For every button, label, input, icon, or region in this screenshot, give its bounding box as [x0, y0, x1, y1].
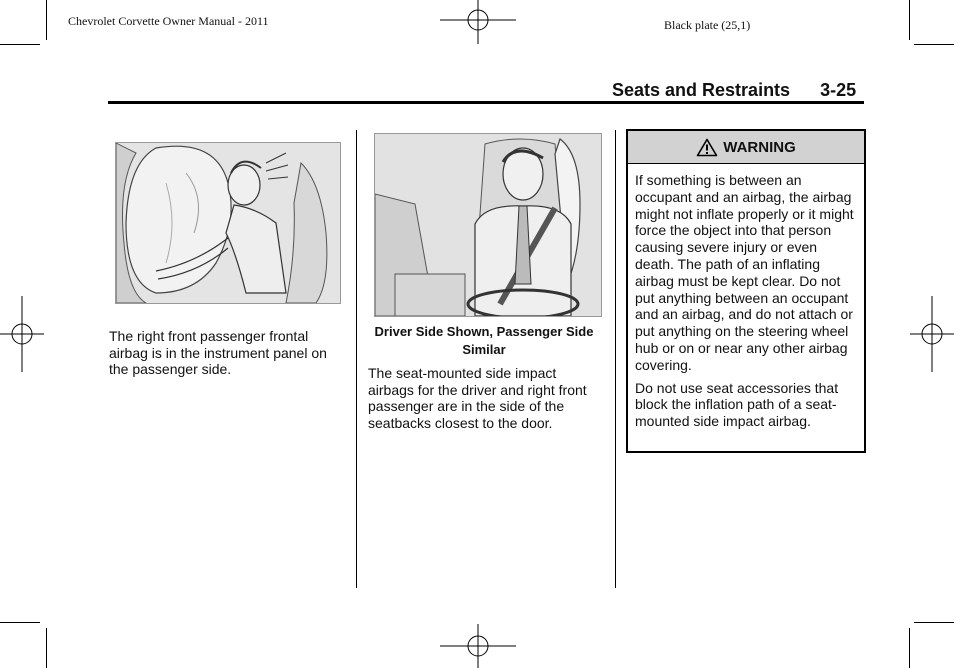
registration-mark-top-icon [440, 0, 516, 44]
side-airbag-illustration [374, 133, 602, 317]
side-airbag-driver-illustration-icon [375, 134, 601, 316]
frontal-airbag-illustration-icon [116, 143, 340, 303]
page-number: 3-25 [820, 80, 857, 100]
frontal-airbag-description: The right front passenger frontal airbag is in the instrument panel on the passenger side. [109, 328, 327, 378]
warning-header [628, 131, 864, 164]
column-divider [356, 130, 357, 588]
header-rule [108, 101, 864, 104]
warning-triangle-icon [696, 138, 718, 157]
plate-label: Black plate (25,1) [664, 18, 751, 32]
image-caption: Driver Side Shown, Passenger Side Similar [374, 324, 594, 357]
document-title: Chevrolet Corvette Owner Manual - 2011 [68, 14, 269, 28]
registration-mark-right-icon [910, 296, 954, 372]
frontal-airbag-illustration [115, 142, 341, 304]
warning-paragraph: If something is between an occupant and an airbag, the airbag might not inflate properly or it might force the object into that person causing severe injury or even death. The path of an inflating airbag must be kept clear. Do not put anything between an occupant and an airbag, and do not attach or put anything on the steering wheel hub or on or near any other airbag covering. [635, 172, 854, 373]
warning-paragraph: Do not use seat accessories that block the inflation path of a seat-mounted side impact airbag. [635, 379, 839, 430]
section-header [612, 80, 856, 101]
registration-mark-bottom-icon [440, 624, 516, 668]
column-divider [615, 130, 616, 588]
warning-box [626, 129, 866, 453]
side-airbag-description: The seat-mounted side impact airbags for the driver and right front passenger are in the side of the seatbacks closest to the door. [368, 365, 587, 432]
warning-title: WARNING [723, 138, 796, 156]
registration-mark-left-icon [0, 296, 44, 372]
warning-body [628, 164, 864, 430]
section-title: Seats and Restraints [612, 80, 791, 100]
